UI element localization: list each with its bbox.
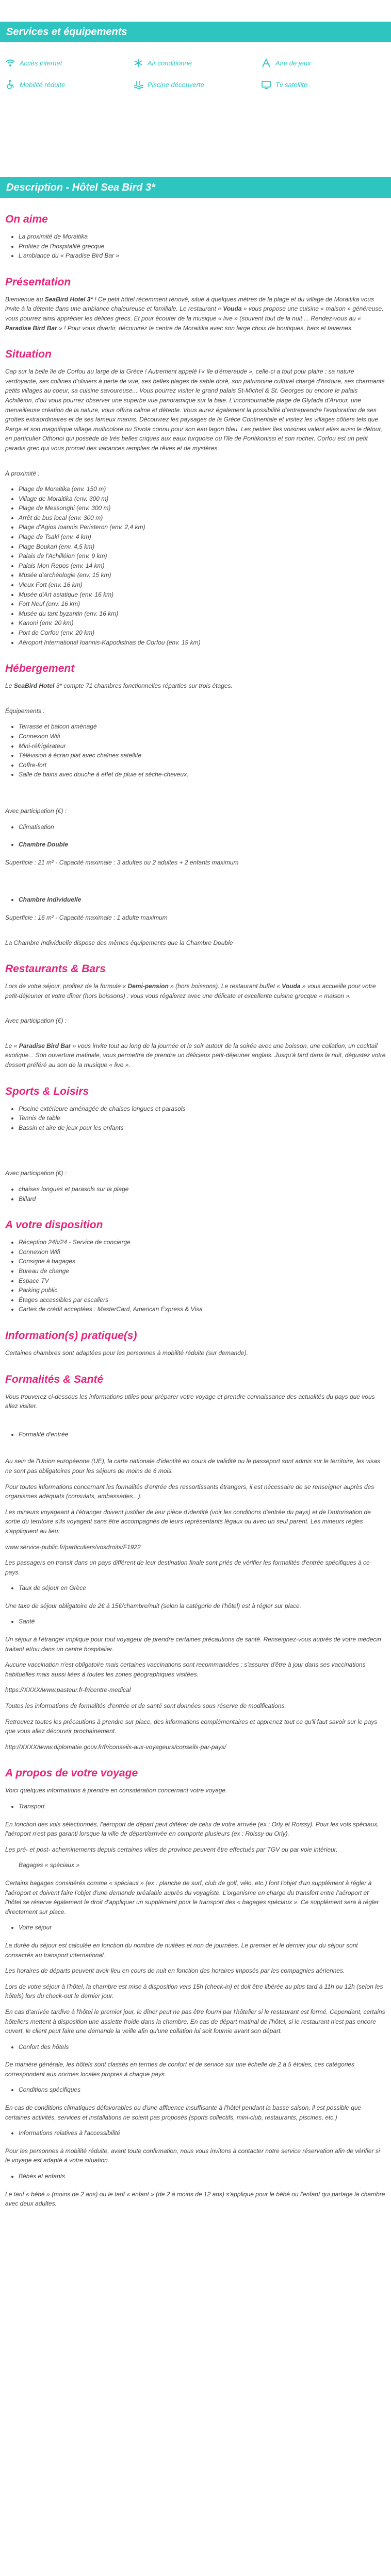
- room-double: [5, 840, 386, 850]
- services-title: Services et équipements: [0, 22, 391, 42]
- hebergement-heading: Hébergement: [5, 663, 75, 675]
- list-item: • L'ambiance du « Paradise Bird Bar »: [19, 251, 386, 261]
- room-name: • Chambre Individuelle: [19, 895, 386, 905]
- list-item: • Votre séjour: [19, 1923, 386, 1933]
- formalites-text: Toutes les informations de formalités d'entrée et de santé sont données sous réserve de modifications.: [5, 1702, 286, 1710]
- conditions-specifiques: [5, 2085, 386, 2095]
- voyage-text: En fonction des vols sélectionnés, l'aéroport de départ peut différer de celui de votre arrivée (ex : Orly et Roissy). Pour les vols spéciaux, l'aéroport n'est pas garanti lorsque la ville de départ/arrivée en comporte plusieurs (ex : Roissy ou Orly).: [5, 1820, 379, 1838]
- amenity-reduced-mobility: [5, 79, 127, 90]
- bar-text: Le « Paradise Bird Bar » vous invite tout au long de la journée et le soir autour de la soirée avec une boisson, une collation, un cocktail exotique... Son ouverture matinale, vous permettra de prendre un délicieux petit-déjeuner anglais. Jusqu'à tard dans la nuit, dégustez votre dessert préféré au son de la musique « live ».: [5, 1042, 386, 1069]
- voyage-text: Le tarif « bébé » (moins de 2 ans) ou le tarif « enfant » (de 2 à moins de 12 ans) s'applique pour le bébé ou l'enfant qui partage la chambre avec deux adultes.: [5, 2190, 385, 2208]
- confort-hotels: [5, 2042, 386, 2052]
- list-item: • Plage de Moraitika (env. 150 m): [19, 484, 386, 494]
- list-item: • Profitez de l'hospitalité grecque: [19, 242, 386, 251]
- list-item: • Connexion Wifi: [19, 732, 386, 741]
- list-item: • Télévision à écran plat avec chaînes satellite: [19, 751, 386, 760]
- list-item: • Plage de Messonghi (env. 300 m): [19, 503, 386, 513]
- list-item: • Aéroport International Ioannis-Kapodistrias de Corfou (env. 19 km): [19, 638, 386, 648]
- list-item: • Santé: [19, 1617, 386, 1626]
- voyage-text: De manière générale, les hôtels sont classés en termes de confort et de service sur une échelle de 2 à 5 étoiles, ces catégories correspondent aux normes locales propres à chaque pays.: [5, 2061, 355, 2078]
- room-single-note: La Chambre Individuelle dispose des mêmes équipements que la Chambre Double: [5, 939, 233, 946]
- pasteur-link[interactable]: https://XXXX/www.pasteur.fr-fr/centre-medical: [5, 1686, 131, 1694]
- list-item: • Musée d'Art asiatique (env. 16 km): [19, 590, 386, 600]
- tv-icon: [261, 79, 271, 90]
- list-item: • Formalité d'entrée: [19, 1430, 386, 1439]
- description-content: [0, 213, 391, 2209]
- participation-list: [5, 822, 386, 832]
- list-item: • Terrasse et balcon aménagé: [19, 722, 386, 732]
- disposition-list: [5, 1238, 386, 1314]
- sports-list: [5, 1104, 386, 1133]
- amenity-tv: [261, 79, 383, 90]
- amenity-playground: [261, 58, 383, 68]
- list-item: • Plage de Tsaki (env. 4 km): [19, 532, 386, 542]
- list-item: • Réception 24h/24 - Service de concierge: [19, 1238, 386, 1247]
- situation-text: Cap sur la belle île de Corfou au large de la Grèce ! Autrement appelé l'« île d'émeraude », celle-ci a tout pour plaire : sa nature verdoyante, ses collines d'oliviers à perte de vue, ses belles plages de sable doré, son patrimoine culturel chargé d'histoire, ses charmants petits villages au coeur, sa cuisine savoureuse... Vous pourrez visiter le grand palais St-Michel & St. Georges ou encore le palais Achilléion, d'où vous pourrez observer une superbe vue panoramique sur la baie. L'incontournable plage de Glyfada d'Arvour, une merveilleuse création de la nature, vous offrira calme et détente. Vous aurez également la possibilité d'entreprendre l'exploration de ses grottes extraordinaires et de ses fameux marins. Découvrez les paysages de la Grèce Continentale et visitez les villages côtiers tels que Parga et son magnifique village multicolore ou Sivota connu pour son eau lagon bleu. Les petites îles voisines valent elles aussi le détour, en particulier Othonoi qui possède de très belles criques aux eaux turquoise ou l'île de Pontikonissi et son rocher. Corfou est un petit paradis grec qui vous promet des vacances remplies de rêves et de mystères.: [5, 368, 385, 452]
- page: [0, 22, 391, 2225]
- pool-icon: [133, 79, 143, 90]
- service-public-link[interactable]: www.service-public.fr/particuliers/vosdroits/F1922: [5, 1543, 141, 1551]
- wheelchair-icon: [5, 79, 15, 90]
- voyage-heading: A propos de votre voyage: [5, 1767, 138, 1780]
- voyage-text: Les horaires de départs peuvent avoir lieu en cours de nuit en fonction des horaires imposés par les compagnies aériennes.: [5, 1967, 345, 1975]
- participation-label: Avec participation (€) :: [5, 1170, 67, 1177]
- wifi-icon: [5, 58, 15, 68]
- list-item: • Musée d'archéologie (env. 15 km): [19, 570, 386, 580]
- list-item: • Parking public: [19, 1285, 386, 1295]
- list-item: • Plage Boukari (env. 4,5 km): [19, 542, 386, 552]
- playground-icon: [261, 58, 271, 68]
- list-item: • Musée du tant byzantin (env. 16 km): [19, 609, 386, 619]
- list-item: • Arrêt de bus local (env. 300 m): [19, 513, 386, 523]
- list-item: • Bébés et enfants: [19, 2172, 386, 2181]
- list-item: • Informations relatives à l'accessibilité: [19, 2128, 386, 2138]
- bebes-enfants: [5, 2172, 386, 2181]
- list-item: • Connexion Wifi: [19, 1247, 386, 1257]
- list-item: • Kanoni (env. 20 km): [19, 618, 386, 628]
- restaurants-heading: Restaurants & Bars: [5, 963, 106, 975]
- voyage-text: En cas d'arrivée tardive à l'hôtel le premier jour, le dîner peut ne pas être fourni par l'hôtelier si le restaurant est fermé. Cependant, certains hôteliers mettent à disposition une assiette froide dans la chambre. En cas de départ matinal de l'hôtel, si le restaurant n'est pas encore ouvert, le client peut faire une demande la veille afin qu'une collation lui soit fournie avant son départ.: [5, 2008, 385, 2035]
- amenity-air-conditioning: [133, 58, 255, 68]
- formalites-heading: Formalités & Santé: [5, 1373, 104, 1385]
- room-single: [5, 895, 386, 905]
- list-item: • Vieux Fort (env. 16 km): [19, 580, 386, 590]
- hebergement-intro: Le SeaBird Hotel 3* compte 71 chambres fonctionnelles réparties sur trois étages.: [5, 682, 233, 690]
- list-item: • Billard: [19, 1194, 386, 1204]
- list-item: • Climatisation: [19, 822, 386, 832]
- restaurants-text: Lors de votre séjour, profitez de la formule « Demi-pension » (hors boissons). Le restaurant buffet « Vouda » vous accueille pour votre petit-déjeuner et votre dîner (hors boissons) : vous vous régalerez avec une délicate et excellente cuisine grecque « maison ».: [5, 982, 376, 999]
- formalites-text: Les passagers en transit dans un pays différent de leur destination finale sont priés de vérifier les formalités d'entrée spécifiques à ce pays.: [5, 1559, 370, 1576]
- voyage-text: Voici quelques informations à prendre en considération concernant votre voyage.: [5, 1787, 227, 1794]
- on-aime-list: [5, 232, 386, 261]
- bagages-speciaux: [5, 1860, 386, 1870]
- voyage-text: Pour les personnes à mobilité réduite, avant toute confirmation, nous vous invitons à contacter notre service réservation afin de vérifier si le voyage est adapté à votre situation.: [5, 2147, 380, 2164]
- list-item: • Conditions spécifiques: [19, 2085, 386, 2095]
- accessibilite: [5, 2128, 386, 2138]
- snowflake-icon: [133, 58, 143, 68]
- formalite-entree: [5, 1430, 386, 1439]
- formalites-text: Les mineurs voyageant à l'étranger doivent justifier de leur pièce d'identité (voir les conditions d'entrée du pays) et de l'autorisation de sortie du territoire s'ils voyagent sans être accompagnés de leurs représentants légaux ou avec un seul parent. Les mineurs règles s'appliquent au lieu.: [5, 1508, 371, 1535]
- presentation-heading: Présentation: [5, 276, 71, 288]
- formalites-text: Retrouvez toutes les précautions à prendre sur place, des informations complémentaires et apprenez tout ce qu'il faut savoir sur le pays que vous allez découvrir prochainement.: [5, 1718, 378, 1735]
- participation-label: Avec participation (€) :: [5, 1017, 67, 1025]
- formalites-text: Pour toutes informations concernant les formalités d'entrée des ressortissants étrangers, il est nécessaire de se renseigner auprès des organismes adéquats (consulats, ambassades...).: [5, 1483, 374, 1500]
- sante: [5, 1617, 386, 1626]
- equipments-list: [5, 722, 386, 779]
- formalites-text: Une taxe de séjour obligatoire de 2€ à 15€/chambre/nuit (selon la catégorie de l'hôtel) est à régler sur place.: [5, 1602, 301, 1609]
- list-item: • Plage d'Agios Ioannis Peristeron (env. 2,4 km): [19, 522, 386, 532]
- list-item: • Coffre-fort: [19, 760, 386, 770]
- voyage-text: En cas de conditions climatiques défavorables ou d'une affluence insuffisante à l'hôtel pendant la basse saison, il est possible que certaines activités, services et installations ne soient pas proposés (sports collectifs, mini-club, restaurants, piscines, etc.): [5, 2104, 362, 2121]
- situation-heading: Situation: [5, 348, 52, 361]
- list-item: • La proximité de Moraitika: [19, 232, 386, 242]
- amenity-label: Mobilité réduite: [20, 80, 66, 89]
- transport: [5, 1802, 386, 1811]
- list-item: • Bureau de change: [19, 1266, 386, 1276]
- disposition-heading: A votre disposition: [5, 1219, 103, 1231]
- list-item: • Taux de séjour en Grèce: [19, 1583, 386, 1593]
- info-pratique-heading: Information(s) pratique(s): [5, 1329, 137, 1342]
- amenities-grid: [0, 42, 391, 110]
- list-item: • Espace TV: [19, 1276, 386, 1286]
- list-item: • Bassin et aire de jeux pour les enfants: [19, 1123, 386, 1133]
- voyage-text: Certains bagages considérés comme « spéciaux » (ex : planche de surf, club de golf, vélo, etc.) font l'objet d'un supplément à régler à l'aéroport et doivent faire l'objet d'une demande préalable auprès du voyagiste. L'organisme en charge du transfert entre l'aéroport et l'hôtel se réserve également le droit d'appliquer un supplément pour le transport des « bagages spéciaux ». Ce supplément sera à régler directement sur place.: [5, 1879, 379, 1916]
- formalites-text: Aucune vaccination n'est obligatoire mais certaines vaccinations sont recommandées ; s'assurer d'être à jour dans ses vaccinations habituelles mais aussi liées à toutes les zones géographiques visitées.: [5, 1661, 366, 1678]
- list-item: • Tennis de table: [19, 1113, 386, 1123]
- on-aime-heading: On aime: [5, 213, 48, 225]
- list-item: • Port de Corfou (env. 20 km): [19, 628, 386, 638]
- presentation-text: Bienvenue au SeaBird Hotel 3* ! Ce petit hôtel récemment rénové, situé à quelques mètres de la plage et du village de Moraitika vous invite à la détente dans une ambiance chaleureuse et familiale. Le restaurant « Vouda » vous propose une cuisine « maison » généreuse, vous pourrez ainsi apprécier les délices grecs. Et pour écouter de la musique « live » (souvent tout de la nuit ... Rendez-vous au « Paradise Bird Bar » ! Pour vous divertir, découvrez le centre de Moraitika avec son large choix de boutiques, bars et tavernes.: [5, 295, 384, 332]
- amenity-label: Piscine découverte: [148, 80, 204, 89]
- amenity-pool: [133, 79, 255, 90]
- list-item: • Palais Mon Repos (env. 14 km): [19, 561, 386, 571]
- voyage-text: Lors de votre séjour à l'hôtel, la chambre est mise à disposition vers 15h (check-in) et doit être libérée au plus tard à 11h ou 12h (selon les hôtels) lors du check-out le dernier jour.: [5, 1982, 383, 2000]
- formalites-intro: Vous trouverez ci-dessous les informations utiles pour préparer votre voyage et prendre connaissance des actualités du pays que vous allez visiter.: [5, 1393, 375, 1410]
- list-item: • Fort Neuf (env. 16 km): [19, 599, 386, 609]
- room-name: • Chambre Double: [19, 840, 386, 850]
- list-item: • Palais de l'Achilléion (env. 9 km): [19, 551, 386, 561]
- list-item: • Cartes de crédit acceptées : MasterCard, American Express & Visa: [19, 1304, 386, 1314]
- info-pratique-text: Certaines chambres sont adaptées pour les personnes à mobilité réduite (sur demande).: [5, 1349, 248, 1357]
- formalites-text: Un séjour à l'étranger implique pour tout voyageur de prendre certaines précautions de santé. Renseignez-vous auprès de votre médecin traitant et/ou dans un centre hospitalier.: [5, 1636, 381, 1653]
- list-item: • Mini-réfrigérateur: [19, 741, 386, 751]
- list-item: • Transport: [19, 1802, 386, 1811]
- sports-heading: Sports & Loisirs: [5, 1085, 89, 1097]
- sports-paid-list: [5, 1184, 386, 1204]
- proximity-label: À proximité :: [5, 469, 40, 477]
- amenity-label: Tv satellite: [275, 80, 308, 89]
- list-item: • Étages accessibles par escaliers: [19, 1295, 386, 1305]
- list-item: • Consigne à bagages: [19, 1257, 386, 1266]
- voyage-text: La durée du séjour est calculée en fonction du nombre de nuitées et non de journées. Le premier et le dernier jour du séjour sont consacrés au transport international.: [5, 1941, 358, 1959]
- list-item: • chaises longues et parasols sur la plage: [19, 1184, 386, 1194]
- voyage-text: Les pré- et post- acheminements depuis certaines villes de province peuvent être effectués par TGV ou par voie intérieur.: [5, 1845, 338, 1853]
- equipments-label: Équipements :: [5, 707, 45, 715]
- diplomatie-link[interactable]: http://XXXX/www.diplomatie.gouv.fr/fr/conseils-aux-voyageurs/conseils-par-pays/: [5, 1743, 226, 1751]
- list-item: • Piscine extérieure aménagée de chaises longues et parasols: [19, 1104, 386, 1114]
- formalites-text: Au sein de l'Union européenne (UE), la carte nationale d'identité en cours de validité ou le passeport sont admis sur le territoire, les visas ne sont pas obligatoires pour les séjours de moins de 6 mois.: [5, 1458, 380, 1475]
- list-item: • Confort des hôtels: [19, 2042, 386, 2052]
- proximity-list: [5, 484, 386, 647]
- amenity-label: Accès internet: [20, 59, 62, 67]
- taxe-sejour: [5, 1583, 386, 1593]
- amenity-label: Air conditionné: [148, 59, 192, 67]
- amenity-internet: [5, 58, 127, 68]
- votre-sejour: [5, 1923, 386, 1933]
- room-single-details: Superficie : 16 m² - Capacité maximale : 1 adulte maximum: [5, 913, 168, 921]
- description-title: Description - Hôtel Sea Bird 3*: [0, 177, 391, 198]
- list-item: • Village de Moraitika (env. 300 m): [19, 494, 386, 504]
- participation-label: Avec participation (€) :: [5, 807, 67, 815]
- amenity-label: Aire de jeux: [275, 59, 311, 67]
- list-item: Bagages « spéciaux »: [19, 1861, 80, 1869]
- room-double-details: Superficie : 21 m² - Capacité maximale : 3 adultes ou 2 adultes + 2 enfants maximum: [5, 858, 239, 866]
- list-item: • Salle de bains avec douche à effet de pluie et sèche-cheveux.: [19, 770, 386, 779]
